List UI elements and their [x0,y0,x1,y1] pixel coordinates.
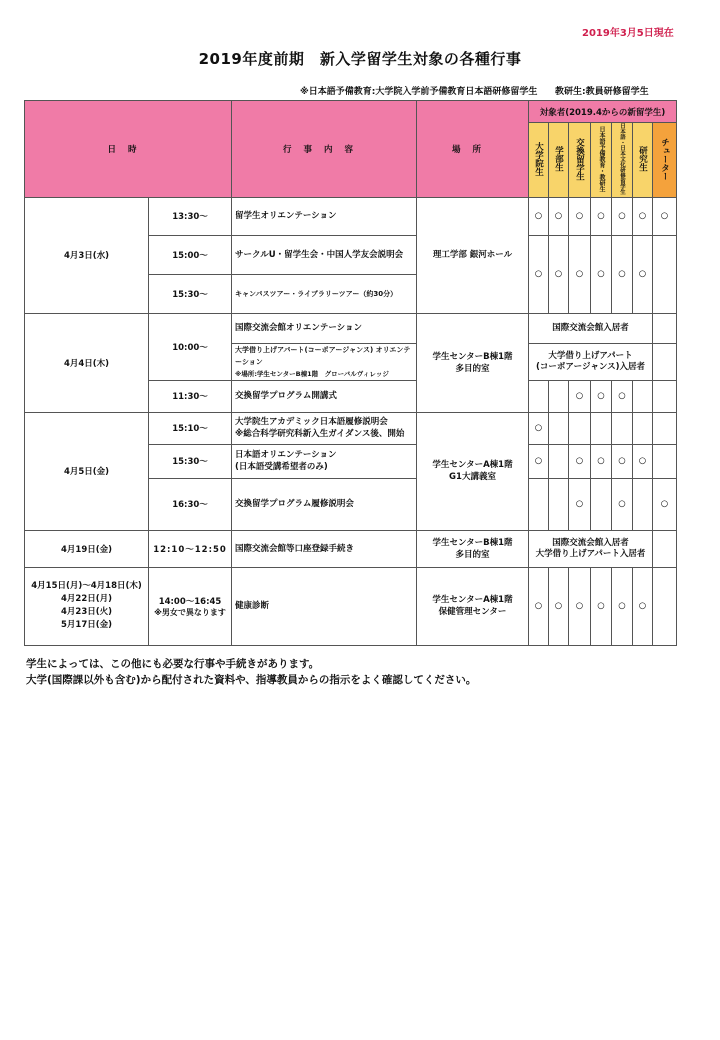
mark-empty [569,412,591,444]
event-cell: 大学院生アカデミック日本語履修説明会 ※総合科学研究科新入生ガイダンス後、開始 [232,412,417,444]
mark-empty [653,343,677,380]
place-cell: 学生センターB棟1階 多目的室 [417,313,529,412]
mark: ○ [529,412,549,444]
mark-empty [653,313,677,343]
time-cell: 15:00～ [149,235,232,274]
table-row [25,567,677,645]
header-japanese-culture: 日本語・日本文化研修留学生 [612,123,633,198]
header-research-student: 研究生 [633,123,653,198]
mark-empty [529,380,549,412]
event-cell: 大学借り上げアパート(コーポアージャンス) オリエンテーション ※場所:学生センターB棟1階 グローバルヴィレッジ [232,343,417,380]
header-exchange: 交換留学生 [569,123,591,198]
header-prep-education: 日本語予備教育・教研生 [591,123,612,198]
event-cell: 国際交流会館等口座登録手続き [232,530,417,567]
mark-empty [653,530,677,567]
mark-empty [549,478,569,530]
mark-empty [529,478,549,530]
table-row [25,412,677,444]
mark: ○ [612,197,633,235]
mark: ○ [591,235,612,313]
event-cell: 日本語オリエンテーション (日本語受講希望者のみ) [232,444,417,478]
target-note: 国際交流会館入居者 大学借り上げアパート入居者 [529,530,653,567]
mark-empty [549,380,569,412]
note-prep-education: ※日本語予備教育:大学院入学前予備教育日本語研修留学生 [300,87,538,97]
event-cell: 国際交流会館オリエンテーション [232,313,417,343]
time-cell: 16:30～ [149,478,232,530]
mark-empty [591,412,612,444]
mark: ○ [591,380,612,412]
mark-empty [633,380,653,412]
mark: ○ [529,444,549,478]
event-cell: 交換留学プログラム履修説明会 [232,478,417,530]
time-cell: 12:10～12:50 [149,530,232,567]
time-cell: 15:30～ [149,444,232,478]
mark: ○ [529,567,549,645]
mark: ○ [633,235,653,313]
event-cell: 交換留学プログラム開講式 [232,380,417,412]
mark: ○ [569,380,591,412]
mark: ○ [633,567,653,645]
mark: ○ [633,197,653,235]
mark-empty [653,380,677,412]
mark-empty [549,412,569,444]
event-cell: 健康診断 [232,567,417,645]
note-kyoken: 教研生:教員研修留学生 [555,87,649,97]
time-cell: 14:00～16:45 ※男女で異なります [149,567,232,645]
mark: ○ [653,197,677,235]
header-grad-student: 大学院生 [529,123,549,198]
header-event: 行事内容 [232,101,417,198]
mark: ○ [549,197,569,235]
header-place: 場所 [417,101,529,198]
mark-empty [633,478,653,530]
mark: ○ [591,567,612,645]
footer-line-2: 大学(国際課以外も含む)から配付された資料や、指導教員からの指示をよく確認してください。 [26,674,477,686]
mark-empty [633,412,653,444]
time-cell: 15:10～ [149,412,232,444]
place-cell: 学生センターA棟1階 保健管理センター [417,567,529,645]
mark: ○ [569,444,591,478]
date-cell: 4月3日(水) [25,197,149,313]
date-cell: 4月5日(金) [25,412,149,530]
mark-empty [653,235,677,313]
header-undergrad: 学部生 [549,123,569,198]
place-cell: 理工学部 銀河ホール [417,197,529,313]
as-of-date: 2019年3月5日現在 [582,28,674,39]
date-cell: 4月15日(月)～4月18日(木) 4月22日(月) 4月23日(火) 5月17日(金) [25,567,149,645]
mark: ○ [633,444,653,478]
mark-empty [653,412,677,444]
mark: ○ [612,235,633,313]
table-row [25,530,677,567]
time-cell: 10:00～ [149,313,232,380]
target-note: 大学借り上げアパート (コーポアージャンス)入居者 [529,343,653,380]
header-datetime: 日時 [25,101,232,198]
mark: ○ [591,197,612,235]
footer-notes [26,656,476,688]
table-row [25,313,677,343]
mark: ○ [569,567,591,645]
schedule-table [24,100,677,646]
mark-empty [591,478,612,530]
mark: ○ [569,197,591,235]
header-tutor: チューター [653,123,677,198]
mark: ○ [529,197,549,235]
mark: ○ [549,567,569,645]
mark-empty [612,412,633,444]
mark: ○ [612,478,633,530]
date-cell: 4月19日(金) [25,530,149,567]
mark: ○ [612,380,633,412]
table-row [25,197,677,235]
mark: ○ [549,235,569,313]
mark: ○ [653,478,677,530]
target-note: 国際交流会館入居者 [529,313,653,343]
mark: ○ [612,567,633,645]
mark-empty [653,444,677,478]
mark: ○ [612,444,633,478]
mark: ○ [569,478,591,530]
mark: ○ [569,235,591,313]
header-target-group: 対象者(2019.4からの新留学生) [529,101,677,123]
event-cell: サークルU・留学生会・中国人学友会説明会 [232,235,417,274]
place-cell: 学生センターB棟1階 多目的室 [417,530,529,567]
page-title: 2019年度前期 新入学留学生対象の各種行事 [198,50,522,68]
event-cell: 留学生オリエンテーション [232,197,417,235]
event-cell: キャンパスツアー・ライブラリーツアー（約30分） [232,274,417,313]
time-cell: 13:30～ [149,197,232,235]
mark-empty [549,444,569,478]
place-cell: 学生センターA棟1階 G1大講義室 [417,412,529,530]
mark-empty [653,567,677,645]
date-cell: 4月4日(木) [25,313,149,412]
footer-line-1: 学生によっては、この他にも必要な行事や手続きがあります。 [26,658,320,670]
mark: ○ [529,235,549,313]
time-cell: 11:30～ [149,380,232,412]
mark: ○ [591,444,612,478]
time-cell: 15:30～ [149,274,232,313]
